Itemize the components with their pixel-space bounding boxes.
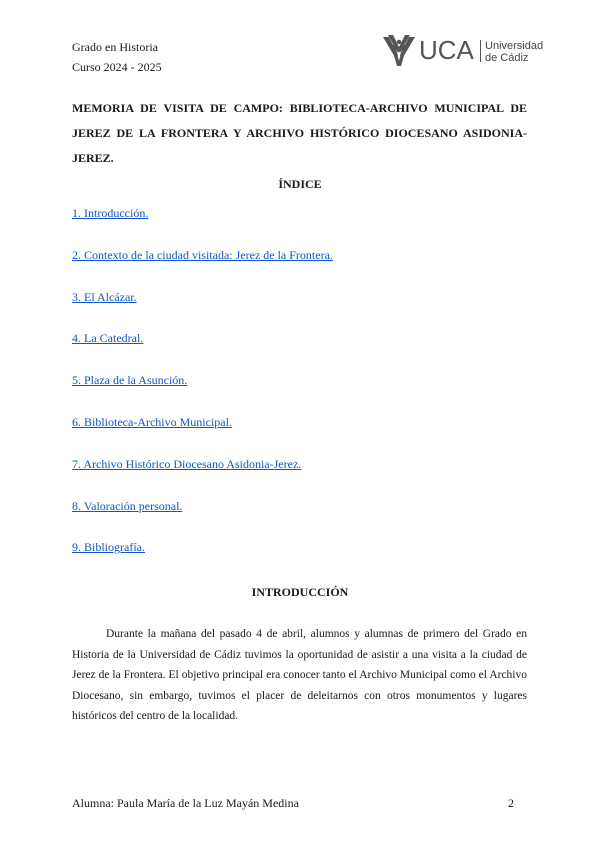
toc-link-introduccion[interactable]: 1. Introducción. — [72, 206, 149, 220]
toc-item — [72, 540, 333, 582]
uca-logo — [381, 33, 551, 69]
document-title: MEMORIA DE VISITA DE CAMPO: BIBLIOTECA-ARCHIVO MUNICIPAL DE JEREZ DE LA FRONTERA Y ARCHIVO HISTÓRICO DIOCESANO ASIDONIA-JEREZ. — [72, 101, 527, 165]
toc-link-plaza-asuncion[interactable]: 5. Plaza de la Asunción. — [72, 373, 188, 388]
logo-university-name — [485, 40, 543, 64]
introduction-paragraph: Durante la mañana del pasado 4 de abril, alumnos y alumnas de primero del Grado en Historia de la Universidad de Cádiz tuvimos la oportunidad de asistir a una visita a la ciudad de Jerez de la Frontera. El objetivo principal era conocer tanto el Archivo Municipal como el Archivo Diocesano, sin embargo, tuvimos el placer de deleitarnos con otros monumentos y lugares históricos del centro de la localidad. — [72, 628, 527, 722]
toc-item — [72, 499, 333, 541]
logo-university-line2: de Cádiz — [485, 52, 529, 64]
toc-link-archivo-diocesano[interactable]: 7. Archivo Histórico Diocesano Asidonia-Jerez. — [72, 456, 302, 471]
toc-item — [72, 415, 333, 457]
toc-item — [72, 331, 333, 373]
toc-item — [72, 248, 333, 290]
toc-link-valoracion[interactable]: 8. Valoración personal. — [72, 498, 183, 513]
toc-link-biblioteca-archivo[interactable]: 6. Biblioteca-Archivo Municipal. — [72, 414, 232, 429]
toc-item — [72, 373, 333, 415]
page-number: 2 — [508, 796, 514, 810]
logo-separator — [480, 40, 481, 62]
toc-item — [72, 290, 333, 332]
toc-link-bibliografia[interactable]: 9. Bibliografía. — [72, 540, 145, 555]
toc-item — [72, 457, 333, 499]
table-of-contents — [72, 206, 333, 582]
toc-link-alcazar[interactable]: 3. El Alcázar. — [72, 289, 137, 304]
logo-uca-text: UCA — [419, 35, 474, 65]
index-heading: ÍNDICE — [278, 177, 322, 191]
uca-emblem-icon — [381, 33, 417, 67]
toc-link-contexto[interactable]: 2. Contexto de la ciudad visitada: Jerez de la Frontera. — [72, 247, 333, 262]
header-degree: Grado en Historia — [72, 40, 158, 54]
page-header — [72, 37, 162, 77]
header-course: Curso 2024 - 2025 — [72, 60, 162, 74]
logo-university-line1: Universidad — [485, 40, 544, 52]
toc-link-catedral[interactable]: 4. La Catedral. — [72, 331, 144, 346]
introduction-heading: INTRODUCCIÓN — [251, 585, 349, 599]
footer-author: Alumna: Paula María de la Luz Mayán Medina — [72, 796, 299, 810]
toc-item — [72, 206, 333, 248]
